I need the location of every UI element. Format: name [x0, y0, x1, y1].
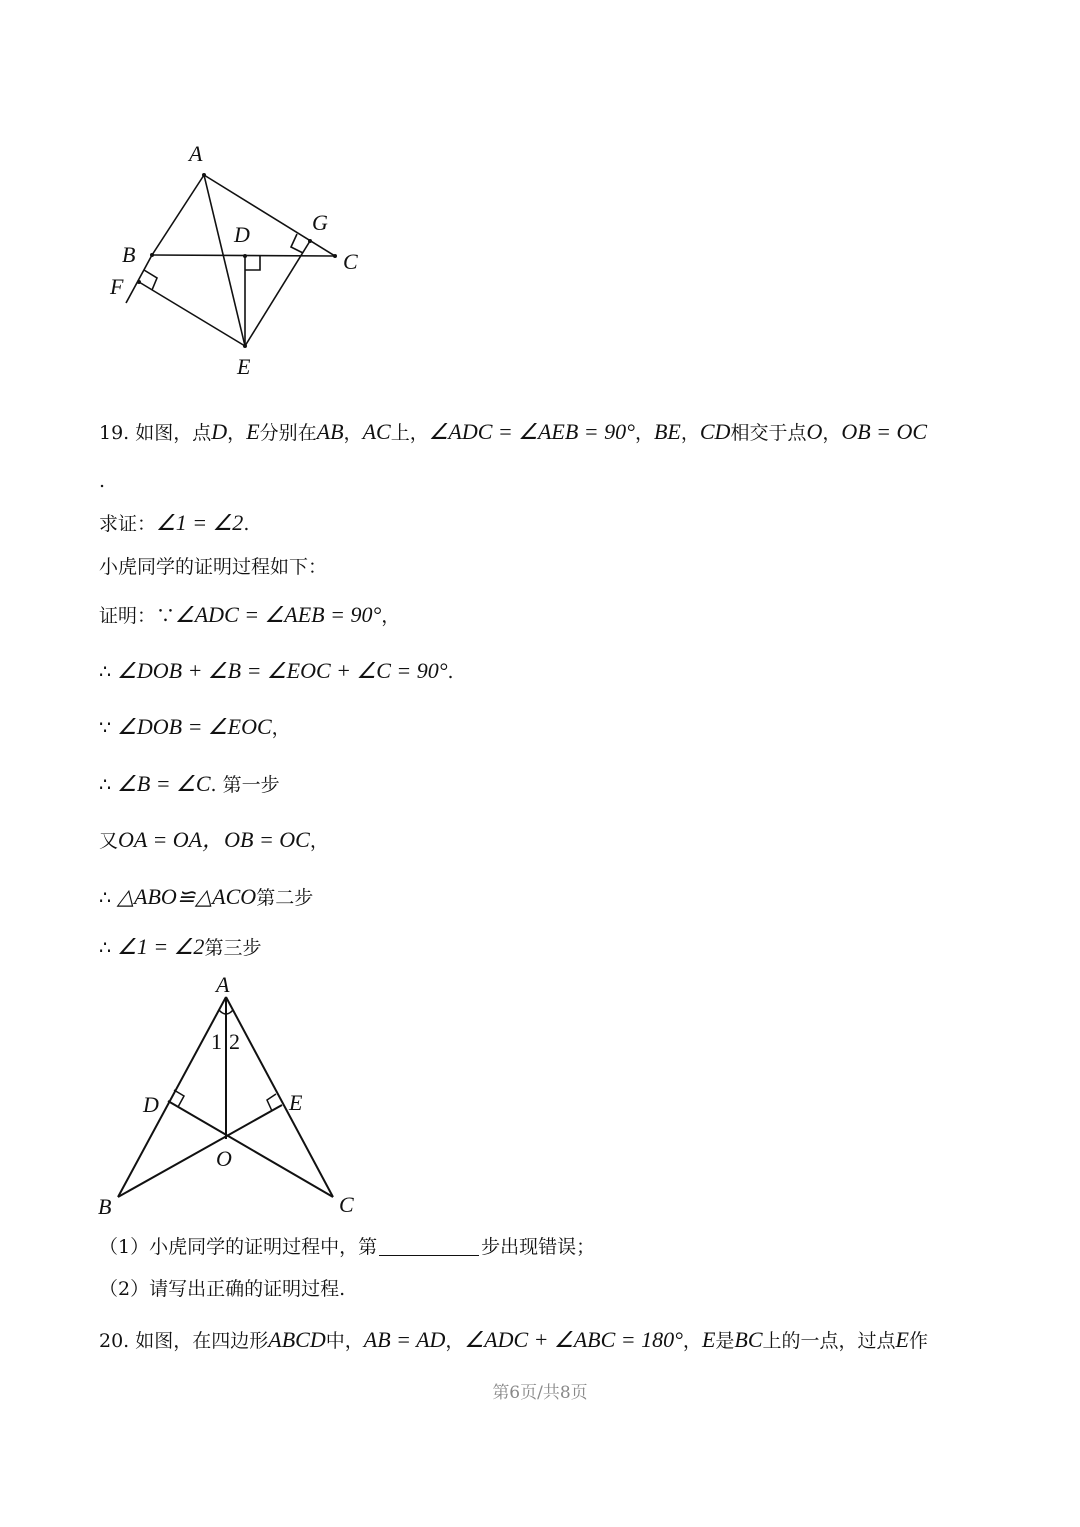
- label-A: A: [216, 972, 230, 997]
- q19-period: .: [99, 470, 106, 492]
- proof-step: ∴ ∠B = ∠C. 第一步: [99, 771, 280, 796]
- proof-step: ∵ ∠DOB = ∠EOC，: [99, 714, 291, 739]
- figure-2-diagram: [95, 968, 370, 1223]
- label-A: A: [189, 141, 203, 166]
- label-C: C: [343, 249, 358, 274]
- label-E: E: [289, 1090, 303, 1115]
- segment-AB: [152, 175, 204, 255]
- label-angle-1: 1: [211, 1029, 222, 1054]
- right-angle-G: [291, 234, 303, 253]
- proof-step: ∴ △ABO≌△ACO第二步: [99, 884, 314, 909]
- segment-AE: [204, 175, 245, 346]
- q20-statement: 20. 如图，在四边形ABCD中，AB = AD，∠ADC + ∠ABC = 180°，E是BC上的一点，过点E作: [99, 1327, 929, 1352]
- q19-sub1: （1）小虎同学的证明过程中，第 步出现错误；: [99, 1236, 596, 1258]
- page-footer: 第6页/共8页: [492, 1383, 588, 1403]
- q19-statement: 19. 如图，点D，E分别在AB，AC上，∠ADC = ∠AEB = 90°，BE，CD相交于点O，OB = OC: [99, 419, 928, 444]
- label-F: F: [110, 274, 124, 299]
- label-D: D: [143, 1092, 159, 1117]
- label-D: D: [234, 222, 250, 247]
- label-angle-2: 2: [229, 1029, 240, 1054]
- label-B: B: [98, 1194, 112, 1219]
- answer-blank[interactable]: [379, 1237, 479, 1256]
- label-G: G: [312, 210, 328, 235]
- label-O: O: [216, 1146, 232, 1171]
- proof-step: ∴ ∠1 = ∠2第三步: [99, 934, 262, 959]
- proof-step: 证明：∵∠ADC = ∠AEB = 90°，: [99, 602, 401, 627]
- label-C: C: [339, 1192, 354, 1217]
- label-B: B: [122, 242, 136, 267]
- proof-step: 又OA = OA，OB = OC，: [99, 827, 329, 852]
- q19-prove: 求证：∠1 = ∠2.: [99, 510, 250, 535]
- figure-1-diagram: [100, 135, 380, 385]
- right-angle-D: [245, 256, 260, 270]
- q19-sub2: （2）请写出正确的证明过程.: [99, 1278, 346, 1300]
- segment-FE: [139, 282, 245, 346]
- q19-intro: 小虎同学的证明过程如下：: [99, 556, 328, 578]
- segment-GE: [245, 241, 310, 346]
- proof-step: ∴ ∠DOB + ∠B = ∠EOC + ∠C = 90°.: [99, 658, 454, 683]
- label-E: E: [237, 354, 251, 379]
